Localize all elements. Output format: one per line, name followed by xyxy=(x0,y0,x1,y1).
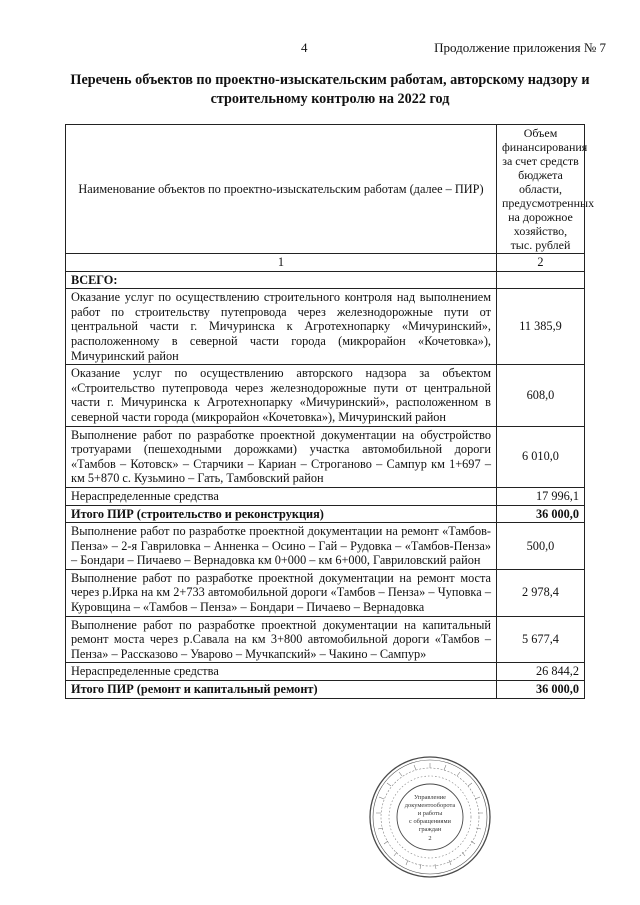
seal-line: документооборота xyxy=(404,802,456,809)
row-amount: 5 677,4 xyxy=(497,616,585,663)
table-row xyxy=(66,365,585,426)
row-amount: 17 996,1 xyxy=(497,487,585,505)
table-row xyxy=(66,426,585,487)
row-name: Выполнение работ по разработке проектной документации на ремонт моста через р.Ирка на км 2+733 автомобильной дороги «Тамбов – Пенза» – Чуповка – Куровщина – «Тамбов – Пенза» – Бондари – Пичаево – Вернадовка xyxy=(66,569,497,616)
table-row xyxy=(66,663,585,681)
seal-line: и работы xyxy=(417,810,443,817)
appendix-continuation: Продолжение приложения № 7 xyxy=(434,40,606,55)
seal-line: с обращениями xyxy=(409,818,451,825)
table-header-row xyxy=(66,125,585,254)
row-name: Выполнение работ по разработке проектной документации на капитальный ремонт моста через р.Савала на км 3+800 автомобильной дороги «Тамбов – Пенза» – Рассказово – Уварово – Мучкапский» – Чакино – Сампур» xyxy=(66,616,497,663)
header-name: Наименование объектов по проектно-изыскательским работам (далее – ПИР) xyxy=(66,125,497,254)
column-number-2: 2 xyxy=(497,254,585,272)
row-amount: 608,0 xyxy=(497,365,585,426)
row-amount: 11 385,9 xyxy=(497,289,585,365)
row-amount: 500,0 xyxy=(497,523,585,570)
objects-table xyxy=(65,124,595,699)
row-name: Итого ПИР (ремонт и капитальный ремонт) xyxy=(66,681,497,699)
row-name: Оказание услуг по осуществлению строительного контроля над выполнением работ по строительству путепровода через железнодорожные пути от центральной части г. Мичуринска к Агротехнопарку «Мичуринский», расположенному в северной части города (микрорайон «Кочетовка»), Мичуринский район xyxy=(66,289,497,365)
seal-outer-ring-inner xyxy=(373,760,487,874)
seal-line: граждан xyxy=(418,826,442,833)
row-name: Нераспределенные средства xyxy=(66,487,497,505)
row-amount: 36 000,0 xyxy=(497,505,585,523)
row-amount: 26 844,2 xyxy=(497,663,585,681)
column-number-1: 1 xyxy=(66,254,497,272)
row-amount: 6 010,0 xyxy=(497,426,585,487)
table-row xyxy=(66,569,585,616)
subtotal-row xyxy=(66,505,585,523)
total-amount xyxy=(497,271,585,289)
header-amount: Объем финансирования за счет средств бюджета области, предусмотренных на дорожное хозяйство, тыс. рублей xyxy=(497,125,585,254)
table-row xyxy=(66,289,585,365)
table-row xyxy=(66,487,585,505)
document-title: Перечень объектов по проектно-изыскательским работам, авторскому надзору и строительному контролю на 2022 год xyxy=(70,72,590,107)
total-label: ВСЕГО: xyxy=(66,271,497,289)
seal-line: 2 xyxy=(428,835,432,842)
table-row xyxy=(66,616,585,663)
row-name: Оказание услуг по осуществлению авторского надзора за объектом «Строительство путепровода через железнодорожные пути от центральной части г. Мичуринска к Агротехнопарку «Мичуринский», расположенном в северной части города (микрорайон «Кочетовка»), Мичуринский район xyxy=(66,365,497,426)
row-amount: 36 000,0 xyxy=(497,681,585,699)
seal-line: Управление xyxy=(413,794,447,801)
column-numbers-row xyxy=(66,254,585,272)
row-name: Выполнение работ по разработке проектной документации на обустройство тротуарами (пешеходными дорожками) участка автомобильной дороги «Тамбов – Котовск» – Старчики – Кариан – Строганово – Сампур км 1+697 – км 5+870 с. Кузьмино – Гать, Тамбовский район xyxy=(66,426,497,487)
page-number: 4 xyxy=(301,40,308,55)
row-name: Итого ПИР (строительство и реконструкция) xyxy=(66,505,497,523)
table-row xyxy=(66,523,585,570)
official-seal-stamp xyxy=(368,755,492,879)
row-name: Выполнение работ по разработке проектной документации на ремонт «Тамбов-Пенза» – 2-я Гавриловка – Анненка – Осино – Гай – Рудовка – «Тамбов-Пенза» – Бондари – Пичаево – Вернадовка км 0+000 – км 6+000, Гавриловский район xyxy=(66,523,497,570)
row-name: Нераспределенные средства xyxy=(66,663,497,681)
total-row xyxy=(66,271,585,289)
subtotal-row xyxy=(66,681,585,699)
seal-outer-ring xyxy=(370,757,490,877)
row-amount: 2 978,4 xyxy=(497,569,585,616)
